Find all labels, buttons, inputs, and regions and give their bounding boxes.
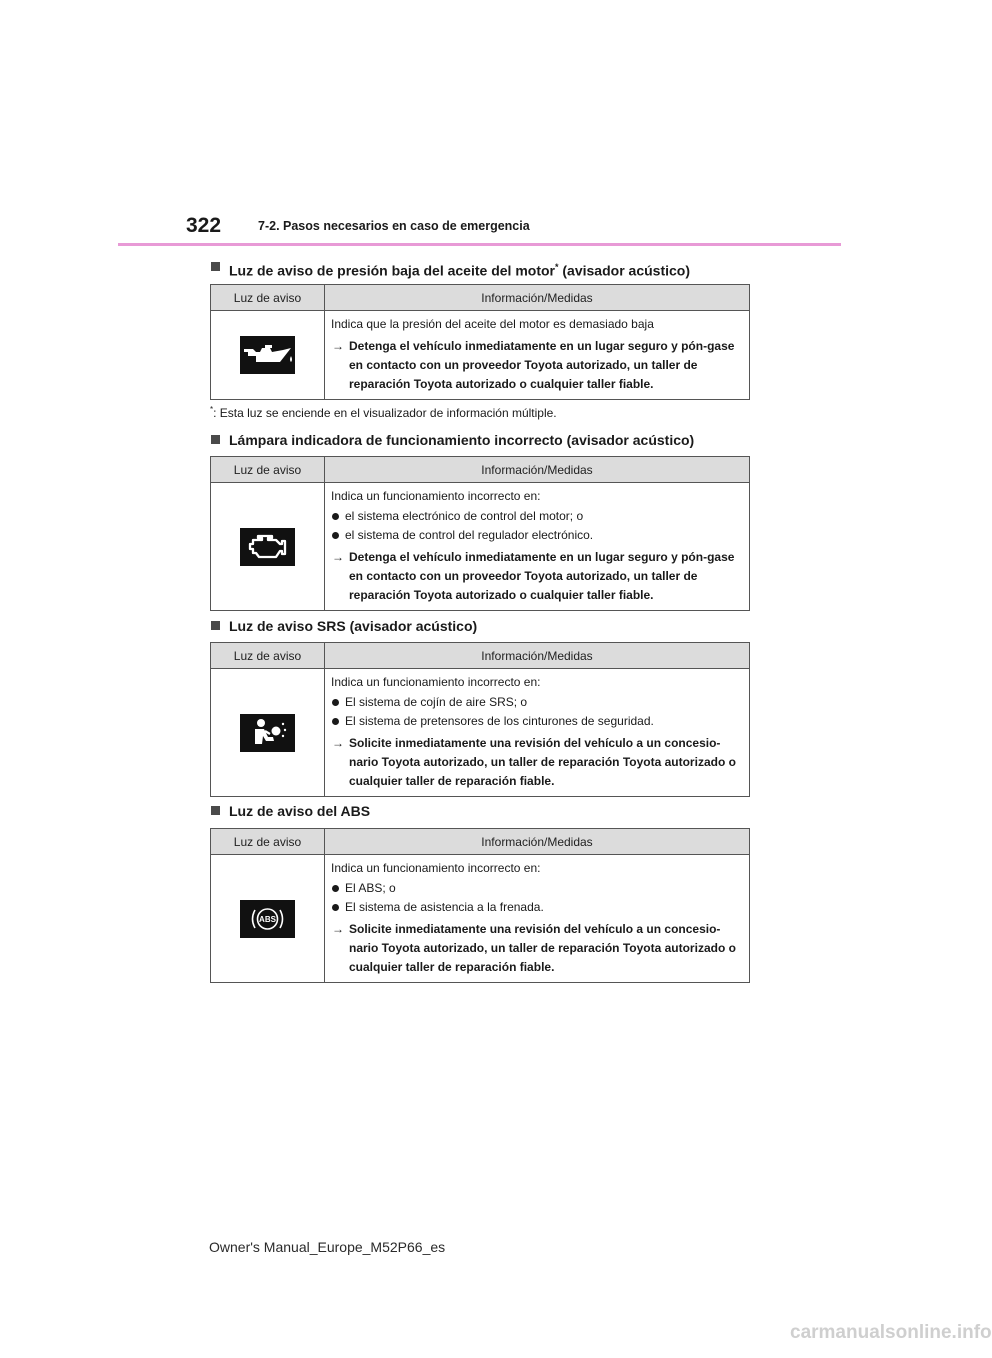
- warning-table: [210, 828, 750, 983]
- warning-table: [210, 284, 750, 400]
- column-header-info: Información/Medidas: [325, 285, 750, 311]
- page-number: 322: [186, 214, 222, 237]
- section-title: Luz de aviso del ABS: [210, 802, 750, 820]
- section-check-engine: [210, 431, 750, 602]
- column-header-info: Información/Medidas: [325, 643, 750, 669]
- list-item: El sistema de asistencia a la frenada.: [331, 898, 743, 917]
- table-row: [211, 855, 750, 983]
- arrow-icon: →: [332, 922, 344, 936]
- table-row: [211, 311, 750, 400]
- arrow-icon: →: [332, 339, 344, 353]
- warning-table: [210, 456, 750, 611]
- action-text: → Detenga el vehículo inmediatamente en un lugar seguro y pón-gase en contacto con un proveedor Toyota autorizado, un taller de reparación Toyota autorizado o cualquier taller fiable.: [332, 550, 735, 602]
- table-row: [211, 669, 750, 797]
- column-header-light: Luz de aviso: [211, 457, 325, 483]
- info-lead: Indica que la presión del aceite del motor es demasiado baja: [331, 317, 654, 331]
- info-lead: Indica un funcionamiento incorrecto en:: [331, 489, 541, 503]
- square-bullet-icon: [211, 435, 220, 444]
- bullet-dot-icon: [332, 885, 339, 892]
- action-text: → Detenga el vehículo inmediatamente en un lugar seguro y pón-gase en contacto con un proveedor Toyota autorizado, un taller de reparación Toyota autorizado o cualquier taller fiable.: [332, 339, 735, 391]
- warning-table: [210, 642, 750, 797]
- header-rule: [118, 243, 841, 246]
- list-item: El ABS; o: [331, 879, 743, 898]
- section-title: Luz de aviso SRS (avisador acústico): [210, 617, 750, 635]
- square-bullet-icon: [211, 806, 220, 815]
- list-item: El sistema de cojín de aire SRS; o: [331, 693, 743, 712]
- list-item: el sistema electrónico de control del motor; o: [331, 507, 743, 526]
- column-header-light: Luz de aviso: [211, 643, 325, 669]
- bullet-dot-icon: [332, 532, 339, 539]
- footnote: *: Esta luz se enciende en el visualizador de información múltiple.: [210, 405, 557, 420]
- bullet-dot-icon: [332, 904, 339, 911]
- section-oil-pressure: [210, 258, 750, 391]
- bullet-dot-icon: [332, 513, 339, 520]
- watermark: carmanualsonline.info: [790, 1322, 992, 1343]
- check-engine-icon: [240, 528, 295, 566]
- abs-icon-label: ABS: [259, 914, 276, 924]
- bullet-dot-icon: [332, 718, 339, 725]
- abs-icon: [240, 900, 295, 938]
- arrow-icon: →: [332, 736, 344, 750]
- action-text: → Solicite inmediatamente una revisión del vehículo a un concesio-nario Toyota autorizado, un taller de reparación Toyota autorizado o cualquier taller de reparación fiable.: [332, 922, 736, 974]
- list-item: el sistema de control del regulador electrónico.: [331, 526, 743, 545]
- square-bullet-icon: [211, 621, 220, 630]
- footer-text: Owner's Manual_Europe_M52P66_es: [209, 1239, 446, 1255]
- table-row: [211, 483, 750, 611]
- bullet-dot-icon: [332, 699, 339, 706]
- column-header-light: Luz de aviso: [211, 829, 325, 855]
- info-lead: Indica un funcionamiento incorrecto en:: [331, 861, 541, 875]
- square-bullet-icon: [211, 262, 220, 271]
- action-text: → Solicite inmediatamente una revisión del vehículo a un concesio-nario Toyota autorizado, un taller de reparación Toyota autorizado o cualquier taller de reparación fiable.: [332, 736, 736, 788]
- section-srs: [210, 617, 750, 788]
- section-title: Luz de aviso de presión baja del aceite del motor* (avisador acústico): [210, 258, 750, 280]
- arrow-icon: →: [332, 550, 344, 564]
- footnote-mark: *: [554, 262, 559, 272]
- column-header-info: Información/Medidas: [325, 457, 750, 483]
- section-abs: [210, 802, 750, 974]
- oil-pressure-icon: [240, 336, 295, 374]
- section-title: Lámpara indicadora de funcionamiento incorrecto (avisador acústico): [210, 431, 750, 449]
- column-header-light: Luz de aviso: [211, 285, 325, 311]
- list-item: El sistema de pretensores de los cinturones de seguridad.: [331, 712, 743, 731]
- info-lead: Indica un funcionamiento incorrecto en:: [331, 675, 541, 689]
- chapter-title: 7-2. Pasos necesarios en caso de emergencia: [258, 219, 530, 233]
- column-header-info: Información/Medidas: [325, 829, 750, 855]
- airbag-icon: [240, 714, 295, 752]
